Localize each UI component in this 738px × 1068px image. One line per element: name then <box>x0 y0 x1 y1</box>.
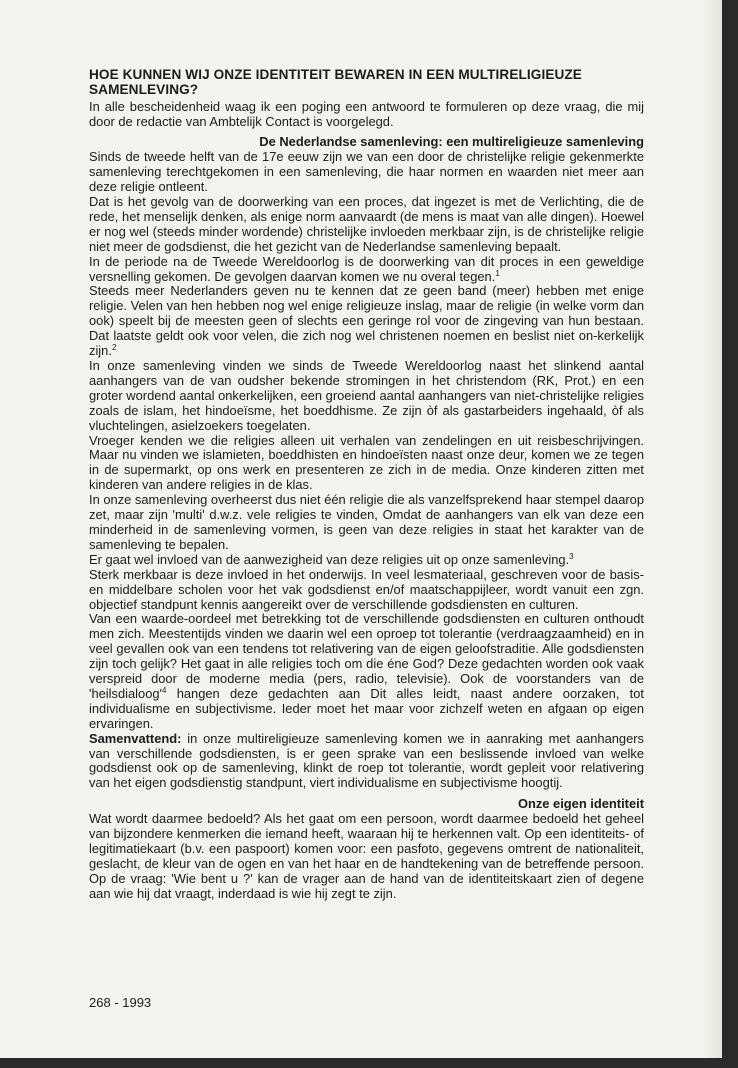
paragraph: Dat is het gevolg van de doorwerking van een proces, dat ingezet is met de Verlichting, die de rede, het menselijk denken, als enige norm aanvaardt (de mens is maat van alle dingen). Hoewel er nog wel (steeds minder wordende) christelijke invloeden merkbaar zijn, is de christelijke religie niet meer de godsdienst, die het gezicht van de Nederlandse samenleving bepaalt. <box>89 194 644 254</box>
paragraph: Vroeger kenden we die religies alleen uit verhalen van zendelingen en uit reisbeschrijvingen. Maar nu vinden we islamieten, boeddhisten en hindoeïsten naast onze deur, komen we ze tegen in de supermarkt, op ons werk en presenteren ze zich in de media. Onze kinderen zitten met kinderen van andere religies in de klas. <box>89 432 644 493</box>
paragraph-text: Van een waarde-oordeel met betrekking tot de verschillende godsdiensten en culturen onthoudt men zich. Meestentijds vinden we daarin wel een oproep tot tolerantie (verdraagzaamheid) en in veel gevallen ook van een tendens tot relativering van de eigen geloofstraditie. Alle godsdiensten zijn toch gelijk? Het gaat in alle religies toch om die éne God? Deze gedachten worden ook vaak verspreid door de moderne media (pers, radio, televisie). Ook de voorstanders van de 'heilsdialoog' <box>89 611 644 701</box>
summary-text: in onze multireligieuze samenleving komen we in aanraking met aanhangers van verschillende godsdiensten, is er geen sprake van een beslissende invloed van welke godsdienst ook op de samenleving, klinkt de roep tot tolerantie, wordt gepleit voor relativering van het eigen godsdienstig standpunt, viert individualisme en subjectivisme hoogtij. <box>89 730 644 791</box>
paragraph <box>89 553 644 613</box>
article <box>89 68 644 902</box>
article-title: HOE KUNNEN WIJ ONZE IDENTITEIT BEWAREN IN EEN MULTIRELIGIEUZE SAMENLEVING? <box>89 67 582 97</box>
section-heading-society: De Nederlandse samenleving: een multireligieuze samenleving <box>259 134 644 150</box>
paragraph <box>89 612 644 731</box>
paragraph-text: In de periode na de Tweede Wereldoorlog is de doorwerking van dit proces in een geweldige versnelling gekomen. De gevolgen daarvan komen we nu overal tegen. <box>89 253 644 284</box>
summary-label: Samenvattend: <box>89 730 182 746</box>
paragraph <box>89 255 644 359</box>
paragraph: In onze samenleving overheerst dus niet één religie die als vanzelfsprekend haar stempel daarop zet, maar zijn 'multi' d.w.z. vele religies te vinden, Omdat de aanhangers van elk van deze een minderheid in de samenleving vormen, is geen van deze religies in staat het karakter van de samenleving te bepalen. <box>89 492 644 552</box>
summary-paragraph <box>89 732 644 792</box>
paragraph: In onze samenleving vinden we sinds de Tweede Wereldoorlog naast het slinkend aantal aanhangers van de van oudsher bekende stromingen in het christendom (RK, Prot.) en een groter wordend aantal onkerkelijken, een groeiend aantal aanhangers van niet-christelijke religies zoals de islam, het hindoeïsme, het boeddhisme. Ze zijn òf als gastarbeiders ingehaald, òf als vluchtelingen, asielzoekers toegelaten. <box>89 358 644 433</box>
footnote-ref-3: 3 <box>569 551 574 561</box>
paragraph-text: Steeds meer Nederlanders geven nu te kennen dat ze geen band (meer) hebben met enige religie. Velen van hen hebben nog wel enige religieuze inslag, maar de religie (in welke vorm dan ook) speelt bij de meesten geen of slechts een geringe rol voor de zingeving van hun bestaan. Dat laatste geldt ook voor velen, die zich nog wel christenen noemen en beslist niet on-kerkelijk zijn. <box>89 283 644 359</box>
paragraph: Sinds de tweede helft van de 17e eeuw zijn we van een door de christelijke religie gekenmerkte samenleving terechtgekomen in een samenleving, die haar normen en waarden niet meer aan deze religie ontleent. <box>89 149 644 195</box>
paragraph: Wat wordt daarmee bedoeld? Als het gaat om een persoon, wordt daarmee bedoeld het geheel van bijzondere kenmerken die iemand heeft, waaraan hij te herkennen valt. Op een identiteits- of legitimatiekaart (b.v. een paspoort) komen voor: een pasfoto, gegevens omtrent de nationaliteit, geslacht, de kleur van de ogen en van het haar en de handtekening van de betreffende persoon. Op de vraag: 'Wie bent u ?' kan de vrager aan de hand van de identiteitskaart zien of degene aan wie hij dat vraagt, inderdaad is wie hij zegt te zijn. <box>89 811 644 901</box>
paragraph-text: Sterk merkbaar is deze invloed in het onderwijs. In veel lesmateriaal, geschreven voor de basis-en middelbare scholen voor het vak godsdienst en/of maatschappijleer, wordt vanuit een zgn. objectief standpunt kennis aangereikt over de verschillende godsdiensten en culturen. <box>89 566 644 612</box>
section-heading-identity: Onze eigen identiteit <box>517 796 644 812</box>
page-edge <box>703 0 722 1058</box>
intro-paragraph: In alle bescheidenheid waag ik een poging een antwoord te formuleren op deze vraag, die mij door de redactie van Ambtelijk Contact is voorgelegd. <box>89 98 644 129</box>
page-number: 268 - 1993 <box>89 995 152 1010</box>
footnote-ref-1: 1 <box>495 268 500 278</box>
footnote-ref-4: 4 <box>162 685 167 695</box>
paragraph-text: hangen deze gedachten aan Dit alles leidt, naast andere oorzaken, tot individualisme en subjectivisme. Ieder moet het maar voor zichzelf weten en afgaan op eigen ervaringen. <box>89 685 644 731</box>
paragraph-text: Er gaat wel invloed van de aanwezigheid van deze religies uit op onze samenleving. <box>89 551 570 567</box>
footnote-ref-2: 2 <box>111 343 117 353</box>
